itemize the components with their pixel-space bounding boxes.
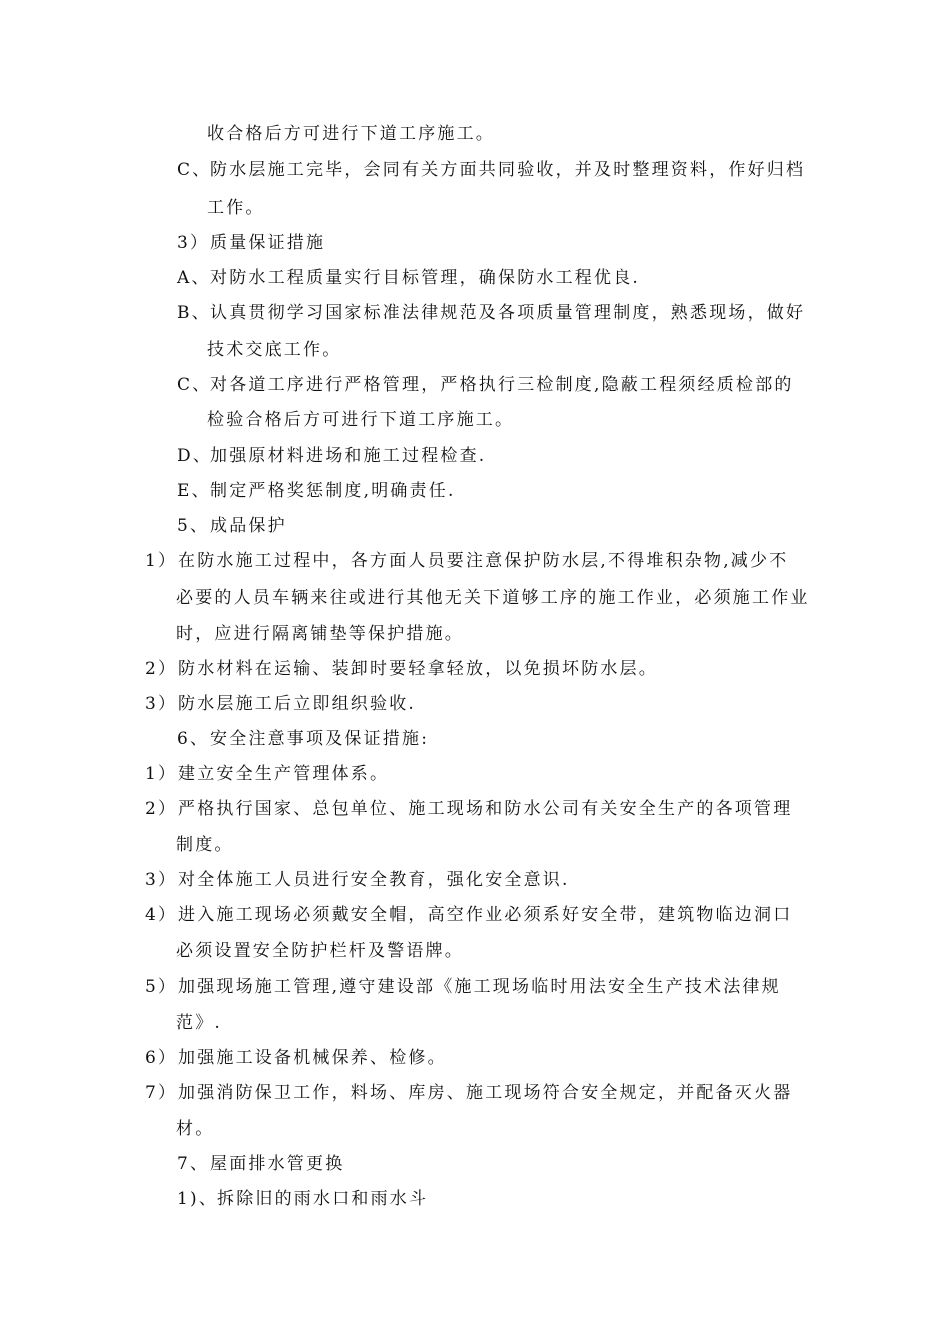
text-line: [176, 586, 810, 610]
list-marker: 7、: [177, 1154, 210, 1174]
line-text: 技术交底工作。: [207, 340, 342, 360]
list-item: [177, 373, 794, 397]
line-text: 收合格后方可进行下道工序施工。: [207, 124, 495, 144]
list-marker: 2）: [145, 799, 178, 819]
line-text: 对各道工序进行严格管理，严格执行三检制度,隐蔽工程须经质检部的: [210, 375, 794, 395]
line-text: 加强现场施工管理,遵守建设部《施工现场临时用法安全生产技术法律规: [178, 977, 781, 997]
list-marker: 3）: [145, 870, 178, 890]
list-marker: 1）: [145, 764, 178, 784]
list-marker: 5、: [177, 516, 210, 536]
list-marker: C、: [177, 160, 212, 180]
line-text: 对全体施工人员进行安全教育，强化安全意识.: [178, 870, 570, 890]
line-text: 制定严格奖惩制度,明确责任.: [210, 481, 456, 501]
list-marker: 1）: [145, 551, 178, 571]
text-line: [176, 1117, 214, 1141]
list-marker: 5）: [145, 977, 178, 997]
list-marker: 2）: [145, 659, 178, 679]
list-item: [145, 762, 389, 786]
line-text: 成品保护: [210, 516, 287, 536]
text-line: [207, 122, 495, 146]
text-line: [207, 408, 514, 432]
section-heading: [177, 514, 287, 538]
list-marker: 3）: [177, 233, 210, 253]
line-text: 严格执行国家、总包单位、施工现场和防水公司有关安全生产的各项管理: [178, 799, 793, 819]
list-marker: 1)、: [177, 1189, 219, 1209]
list-item: [145, 657, 658, 681]
line-text: 屋面排水管更换: [210, 1154, 345, 1174]
list-item: [145, 692, 416, 716]
line-text: 防水层施工后立即组织验收.: [178, 694, 417, 714]
list-item: [145, 868, 570, 892]
text-line: [176, 1011, 222, 1035]
line-text: 安全注意事项及保证措施:: [210, 729, 430, 749]
list-item: [145, 1081, 792, 1105]
line-text: 时，应进行隔离铺垫等保护措施。: [176, 624, 464, 644]
list-marker: 6、: [177, 729, 210, 749]
line-text: 加强原材料进场和施工过程检查.: [210, 446, 487, 466]
text-line: [176, 939, 464, 963]
text-line: [176, 833, 234, 857]
list-item: [177, 1187, 428, 1211]
list-marker: D、: [177, 446, 213, 466]
line-text: 拆除旧的雨水口和雨水斗: [217, 1189, 429, 1209]
line-text: 加强施工设备机械保养、检修。: [178, 1048, 447, 1068]
list-item: [177, 158, 805, 182]
line-text: 检验合格后方可进行下道工序施工。: [207, 410, 515, 430]
list-marker: E、: [177, 481, 211, 501]
line-text: 加强消防保卫工作，料场、库房、施工现场符合安全规定，并配备灭火器: [178, 1083, 793, 1103]
line-text: 认真贯彻学习国家标准法律规范及各项质量管理制度，熟悉现场，做好: [210, 303, 806, 323]
line-text: 防水材料在运输、装卸时要轻拿轻放，以免损坏防水层。: [178, 659, 658, 679]
list-item: [145, 797, 792, 821]
list-item: [177, 479, 456, 503]
text-line: [207, 196, 265, 220]
list-item: [177, 266, 640, 290]
section-heading: [177, 1152, 344, 1176]
list-marker: 3）: [145, 694, 178, 714]
list-item: [177, 301, 805, 325]
section-heading: [177, 231, 325, 255]
line-text: 对防水工程质量实行目标管理，确保防水工程优良.: [210, 268, 641, 288]
line-text: 材。: [176, 1119, 215, 1139]
line-text: 质量保证措施: [210, 233, 326, 253]
section-heading: [177, 727, 429, 751]
line-text: 工作。: [207, 198, 265, 218]
list-item: [177, 444, 486, 468]
list-marker: B、: [177, 303, 211, 323]
line-text: 防水层施工完毕，会同有关方面共同验收，并及时整理资料，作好归档: [210, 160, 806, 180]
line-text: 制度。: [176, 835, 234, 855]
line-text: 进入施工现场必须戴安全帽，高空作业必须系好安全带，建筑物临边洞口: [178, 905, 793, 925]
line-text: 必要的人员车辆来往或进行其他无关下道够工序的施工作业，必须施工作业: [176, 588, 810, 608]
text-line: [176, 622, 464, 646]
line-text: 必须设置安全防护栏杆及警语牌。: [176, 941, 464, 961]
list-marker: A、: [177, 268, 211, 288]
list-item: [145, 975, 781, 999]
list-marker: 7）: [145, 1083, 178, 1103]
line-text: 建立安全生产管理体系。: [178, 764, 390, 784]
list-marker: 4）: [145, 905, 178, 925]
line-text: 范》.: [176, 1013, 223, 1033]
list-marker: C、: [177, 375, 212, 395]
text-line: [207, 338, 341, 362]
list-item: [145, 1046, 447, 1070]
list-item: [145, 903, 792, 927]
list-marker: 6）: [145, 1048, 178, 1068]
line-text: 在防水施工过程中，各方面人员要注意保护防水层,不得堆积杂物,减少不: [178, 551, 789, 571]
list-item: [145, 549, 788, 573]
